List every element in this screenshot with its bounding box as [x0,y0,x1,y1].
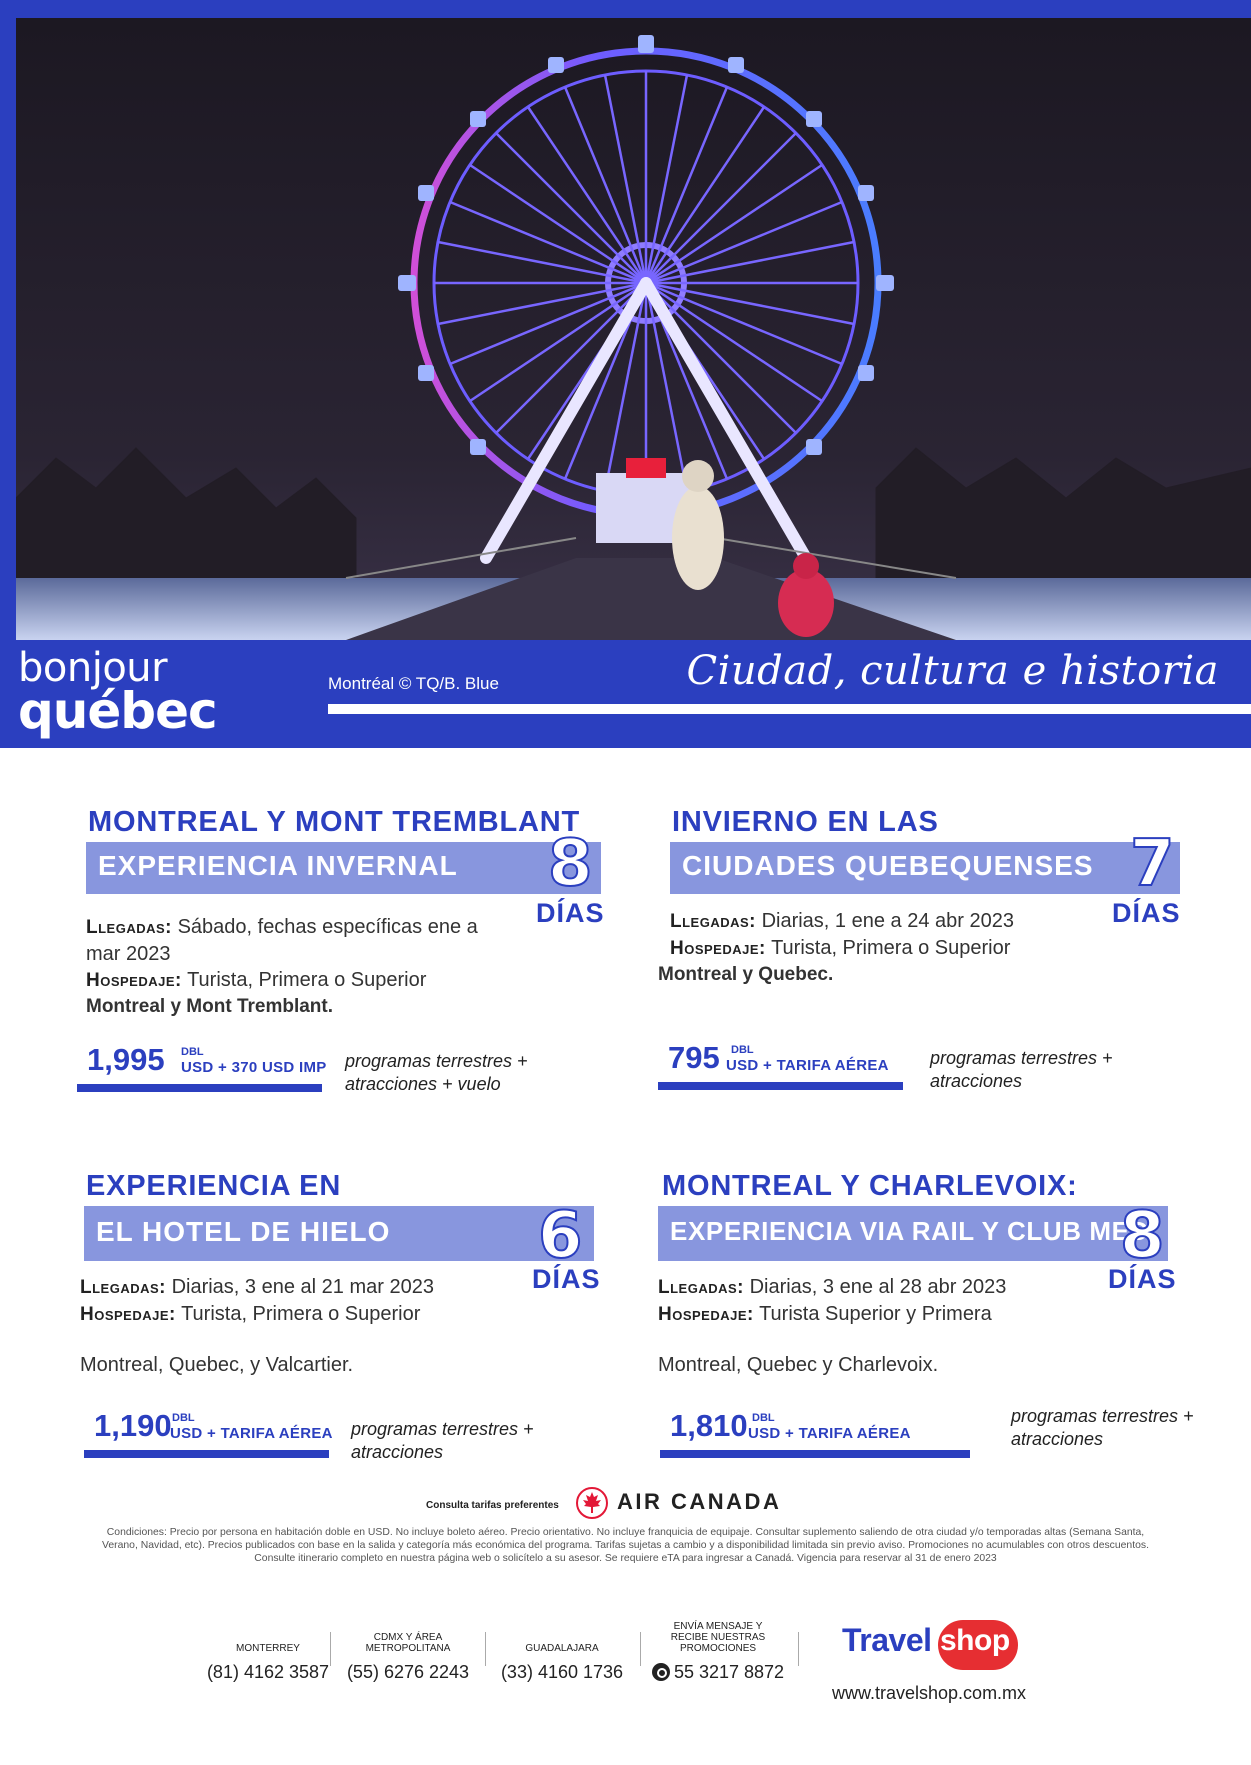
website-link[interactable]: www.travelshop.com.mx [832,1683,1027,1703]
arrivals-label: Llegadas: [86,917,172,938]
days-label: DÍAS [536,898,605,928]
package-subtitle-band [86,842,601,894]
ferris-wheel-illustration [16,18,1251,640]
package-title: INVIERNO EN LAS [672,806,939,838]
price-amount: 1,995 [87,1042,165,1077]
package-title: MONTREAL Y MONT TREMBLANT [88,806,581,838]
lodging-value: Turista Superior y Primera [759,1303,992,1325]
package-details [86,914,516,1020]
arrivals-value: Diarias, 1 ene a 24 abr 2023 [761,910,1014,932]
lodging-label: Hospedaje: [80,1304,176,1325]
price-underline [660,1450,970,1458]
package-subtitle: EXPERIENCIA VIA RAIL Y CLUB MED [670,1216,1149,1246]
airline-note: Consulta tarifas preferentes [426,1500,559,1511]
package-subtitle: EL HOTEL DE HIELO [96,1216,391,1247]
package-details [658,908,1090,988]
divider [330,1632,331,1666]
price-underline [84,1450,329,1458]
price-box [660,1408,970,1458]
destinations: Montreal y Mont Tremblant. [86,996,334,1017]
divider [485,1632,486,1666]
price-suffix: USD + TARIFA AÉREA [170,1425,333,1442]
destinations: Montreal, Quebec y Charlevoix. [658,1354,939,1376]
destinations: Montreal, Quebec, y Valcartier. [80,1354,354,1376]
price-box [658,1040,903,1090]
lodging-label: Hospedaje: [670,938,766,959]
days-label: DÍAS [1108,1264,1177,1294]
price-underline [77,1084,322,1092]
hero-divider [328,704,1251,714]
includes-text: programas terrestres + atracciones [351,1419,534,1462]
price-underline [658,1082,903,1090]
office-phone: (33) 4160 1736 [500,1662,624,1682]
arrivals-value: Diarias, 3 ene al 28 abr 2023 [749,1276,1007,1298]
price-amount: 1,190 [94,1408,172,1443]
office-phone-wrapper [646,1662,790,1683]
price-box [77,1042,327,1092]
dbl-label: DBL [181,1046,204,1058]
days-label: DÍAS [1112,898,1181,928]
price-suffix: USD + TARIFA AÉREA [748,1425,911,1442]
price-amount: 1,810 [670,1408,748,1443]
lodging-value: Turista, Primera o Superior [181,1303,421,1325]
days-number: 8 [1120,1199,1165,1273]
office-phone: 55 3217 8872 [673,1662,785,1682]
package-subtitle: CIUDADES QUEBEQUENSES [682,850,1094,881]
includes-text: programas terrestres + atracciones [930,1048,1113,1091]
bonjour-quebec-logo [18,645,217,740]
office-cdmx [340,1628,476,1683]
office-city: CDMX Y ÁREA METROPOLITANA [365,1632,451,1654]
package-subtitle-band [670,842,1180,894]
price-suffix: USD + 370 USD IMP [181,1059,327,1076]
days-number: 7 [1130,827,1175,901]
package-subtitle: EXPERIENCIA INVERNAL [98,850,458,881]
lodging-label: Hospedaje: [86,970,182,991]
includes-text: programas terrestres + atracciones [1011,1406,1194,1449]
package-details [80,1274,510,1378]
office-monterrey [206,1628,330,1683]
office-phone: (81) 4162 3587 [206,1662,330,1682]
brand-line2: québec [18,682,217,740]
whatsapp-icon [652,1663,670,1681]
lodging-label: Hospedaje: [658,1304,754,1325]
ferris-wheel-photo [16,18,1251,640]
arrivals-value: Sábado, fechas específicas ene a mar 2023 [86,916,478,965]
lodging-value: Turista, Primera o Superior [771,937,1011,959]
office-city: MONTERREY [236,1643,300,1654]
includes-text: programas terrestres + atracciones + vuelo [345,1051,528,1094]
office-city: GUADALAJARA [525,1643,599,1654]
arrivals-label: Llegadas: [658,1277,744,1298]
office-whatsapp [646,1621,790,1683]
lodging-value: Turista, Primera o Superior [187,969,427,991]
divider [798,1632,799,1666]
days-label: DÍAS [532,1264,601,1294]
package-subtitle-band [658,1206,1168,1261]
airline-name: AIR CANADA [617,1489,782,1514]
conditions-text: Condiciones: Precio por persona en habitación doble en USD. No incluye boleto aéreo. Precio orientativo. No incluye franquicia de equipaje. Consultar suplemento saliendo de otra ciudad y/o temporadas altas (Semana Santa, Verano, Navidad, etc). Precios publicados con base en la salida y categoría más económica del programa. Tarifas sujetas a cambio y a disponibilidad limitada sin previo aviso. Promociones no acumulables con otros descuentos. Consulte itinerario completo en nuestra página web o solicítelo a su asesor. Se requiere eTA para ingresar a Canadá. Vigencia para reservar al 31 de enero 2023 [102,1527,1149,1564]
arrivals-label: Llegadas: [80,1277,166,1298]
travelshop-logo-shop-badge [938,1620,1018,1670]
office-guadalajara [494,1628,630,1683]
travelshop-logo-travel: Travel [842,1622,932,1658]
price-box [84,1408,333,1458]
photo-credit: Montréal © TQ/B. Blue [328,674,499,693]
package-subtitle-band [84,1206,594,1261]
package-title: EXPERIENCIA EN [86,1170,342,1202]
arrivals-label: Llegadas: [670,911,756,932]
package-title: MONTREAL Y CHARLEVOIX: [662,1170,1078,1202]
package-details [658,1274,1088,1378]
hero-banner [0,0,1251,748]
tagline: Ciudad, cultura e historia [686,648,1219,694]
price-amount: 795 [668,1040,720,1075]
days-number: 6 [538,1199,583,1273]
arrivals-value: Diarias, 3 ene al 21 mar 2023 [171,1276,434,1298]
price-suffix: USD + TARIFA AÉREA [726,1057,889,1074]
dbl-label: DBL [172,1412,195,1424]
days-number: 8 [548,827,593,901]
office-city: ENVÍA MENSAJE Y RECIBE NUESTRAS PROMOCIONES [670,1621,766,1654]
divider [640,1632,641,1666]
office-phone: (55) 6276 2243 [346,1662,470,1682]
destinations: Montreal y Quebec. [658,964,834,985]
dbl-label: DBL [731,1044,754,1056]
brand-line1: bonjour [18,645,168,691]
maple-leaf-icon [576,1487,608,1519]
dbl-label: DBL [752,1412,775,1424]
travelshop-logo-shop: shop [940,1624,1010,1657]
